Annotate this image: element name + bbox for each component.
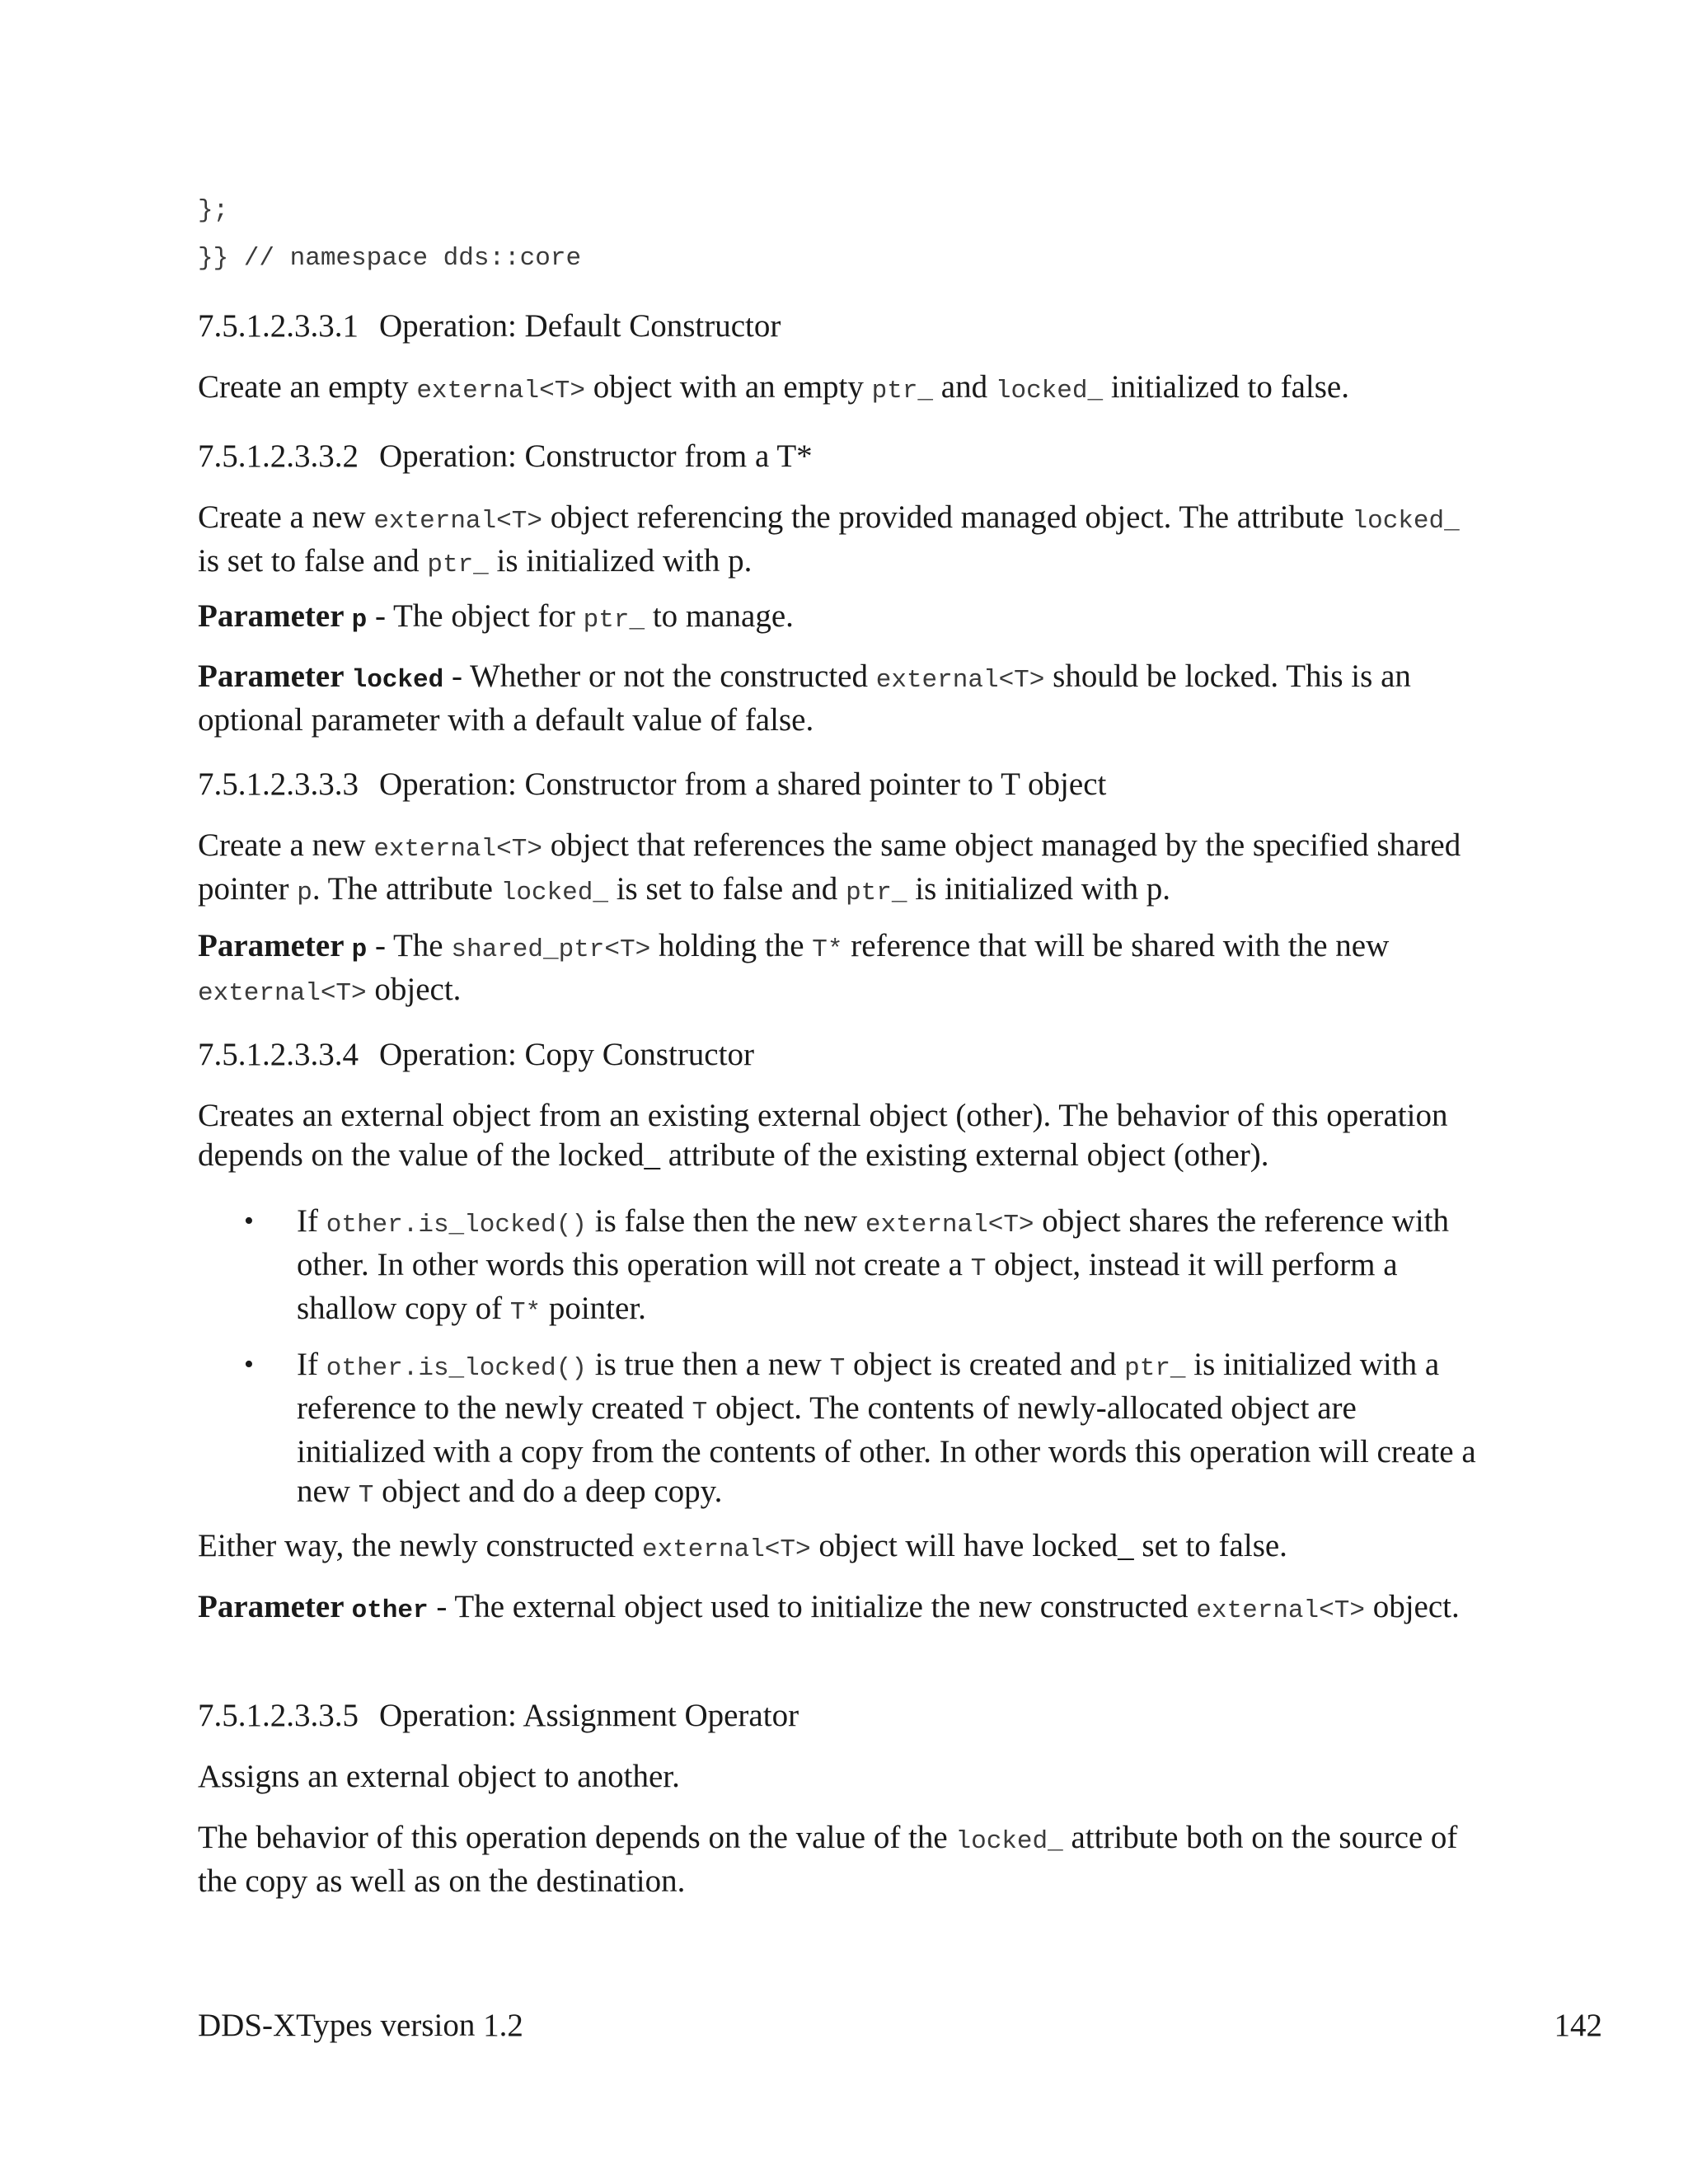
- list-item: If other.is_locked() is false then the new external<T> object shares the reference with other. In other words this operation will not create a T object, instead it will perform a shallow copy of T* pointer.: [297, 1203, 1450, 1327]
- section-heading: [198, 1035, 754, 1075]
- section-number: 7.5.1.2.3.3.1: [198, 308, 359, 344]
- parameter-description: Parameter p - The object for ptr_ to manage.: [198, 598, 794, 635]
- list-item: If other.is_locked() is true then a new T object is created and ptr_ is initialized with a reference to the newly created T object. The contents of newly-allocated object are initialized with a copy from the contents of other. In other words this operation will create a new T object and do a deep copy.: [297, 1347, 1476, 1510]
- paragraph: Either way, the newly constructed external<T> object will have locked_ set to false.: [198, 1528, 1287, 1564]
- section-title: Operation: Default Constructor: [379, 308, 781, 344]
- paragraph: Creates an external object from an existing external object (other). The behavior of this operation depends on the value of the locked_ attribute of the existing external object (other).: [198, 1098, 1448, 1173]
- section-number: 7.5.1.2.3.3.3: [198, 766, 359, 802]
- code-line: };: [198, 196, 229, 225]
- section-title: Operation: Constructor from a shared pointer to T object: [379, 766, 1107, 802]
- section-title: Operation: Constructor from a T*: [379, 438, 813, 474]
- paragraph: Create a new external<T> object that references the same object managed by the specified shared pointer p. The attribute locked_ is set to false and ptr_ is initialized with p.: [198, 827, 1461, 907]
- code-line: }} // namespace dds::core: [198, 244, 582, 273]
- bullet-glyph: •: [244, 1206, 254, 1236]
- paragraph: Create an empty external<T> object with an empty ptr_ and locked_ initialized to false.: [198, 369, 1349, 405]
- section-title: Operation: Assignment Operator: [379, 1698, 799, 1733]
- parameter-description: Parameter p - The shared_ptr<T> holding the T* reference that will be shared with the new external<T> object.: [198, 928, 1390, 1008]
- section-heading: [198, 765, 1106, 804]
- section-number: 7.5.1.2.3.3.2: [198, 438, 359, 474]
- section-heading: [198, 307, 781, 346]
- paragraph: Assigns an external object to another.: [198, 1759, 680, 1794]
- section-heading: [198, 437, 813, 476]
- parameter-description: Parameter locked - Whether or not the constructed external<T> should be locked. This is an optional parameter with a default value of false.: [198, 658, 1411, 738]
- footer-page-number: 142: [1554, 2008, 1602, 2043]
- footer-document-title: DDS-XTypes version 1.2: [198, 2008, 523, 2043]
- section-heading: [198, 1696, 799, 1736]
- parameter-description: Parameter other - The external object used to initialize the new constructed external<T> object.: [198, 1589, 1460, 1625]
- section-title: Operation: Copy Constructor: [379, 1037, 754, 1072]
- paragraph: Create a new external<T> object referencing the provided managed object. The attribute locked_ is set to false and ptr_ is initialized with p.: [198, 499, 1460, 579]
- bullet-glyph: •: [244, 1349, 254, 1380]
- section-number: 7.5.1.2.3.3.4: [198, 1037, 359, 1072]
- paragraph: The behavior of this operation depends on the value of the locked_ attribute both on the source of the copy as well as on the destination.: [198, 1820, 1458, 1899]
- section-number: 7.5.1.2.3.3.5: [198, 1698, 359, 1733]
